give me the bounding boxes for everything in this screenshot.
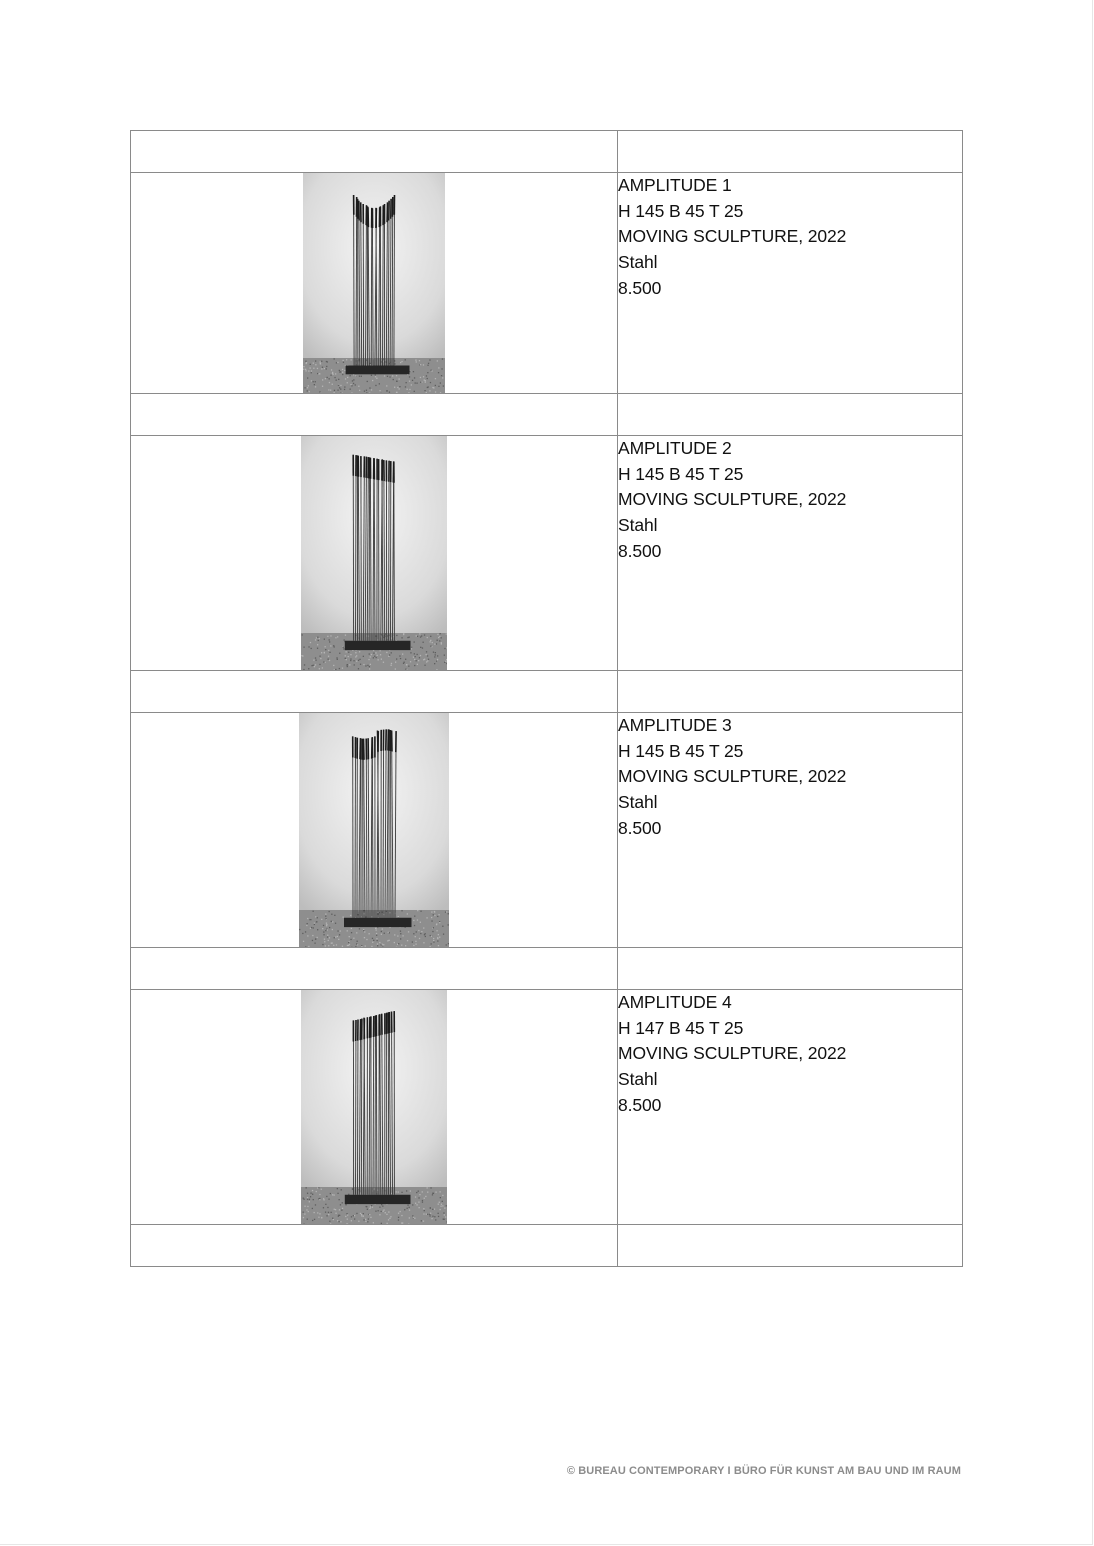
artwork-subtitle: MOVING SCULPTURE, 2022	[618, 226, 847, 247]
info-cell	[618, 173, 963, 394]
sculpture-graphic	[301, 436, 447, 670]
spacer-row	[131, 671, 963, 713]
artwork-material: Stahl	[618, 515, 658, 536]
artwork-title: AMPLITUDE 1	[618, 175, 732, 195]
artwork-material: Stahl	[618, 252, 658, 273]
image-cell	[131, 713, 618, 948]
artwork-title: AMPLITUDE 2	[618, 438, 732, 458]
artwork-table	[130, 130, 963, 1267]
artwork-subtitle: MOVING SCULPTURE, 2022	[618, 489, 847, 510]
footer-copyright: © BUREAU CONTEMPORARY I BÜRO FÜR KUNST AM BAU UND IM RAUM	[566, 1465, 961, 1477]
artwork-title: AMPLITUDE 3	[618, 715, 732, 735]
image-cell	[131, 173, 618, 394]
sculpture-graphic	[301, 990, 447, 1224]
artwork-title: AMPLITUDE 4	[618, 992, 732, 1012]
sculpture-graphic	[303, 173, 445, 393]
sculpture-graphic	[299, 713, 449, 947]
info-cell	[618, 990, 963, 1225]
artwork-subtitle: MOVING SCULPTURE, 2022	[618, 1043, 847, 1064]
artwork-price: 8.500	[618, 817, 662, 838]
artwork-row	[131, 436, 963, 671]
artwork-dimensions: H 145 B 45 T 25	[618, 200, 744, 221]
artwork-dimensions: H 147 B 45 T 25	[618, 1017, 744, 1038]
artwork-material: Stahl	[618, 792, 658, 813]
artwork-material: Stahl	[618, 1069, 658, 1090]
sculpture-photo	[301, 990, 447, 1224]
spacer-row	[131, 131, 963, 173]
artwork-price: 8.500	[618, 540, 662, 561]
spacer-row	[131, 394, 963, 436]
info-cell	[618, 436, 963, 671]
info-cell	[618, 713, 963, 948]
artwork-subtitle: MOVING SCULPTURE, 2022	[618, 766, 847, 787]
artwork-row	[131, 173, 963, 394]
spacer-row	[131, 948, 963, 990]
artwork-price: 8.500	[618, 277, 662, 298]
image-cell	[131, 990, 618, 1225]
artwork-row	[131, 990, 963, 1225]
sculpture-photo	[303, 173, 445, 393]
artwork-price: 8.500	[618, 1094, 662, 1115]
artwork-row	[131, 713, 963, 948]
artwork-dimensions: H 145 B 45 T 25	[618, 740, 744, 761]
spacer-row	[131, 1225, 963, 1267]
artwork-dimensions: H 145 B 45 T 25	[618, 463, 744, 484]
sculpture-photo	[299, 713, 449, 947]
image-cell	[131, 436, 618, 671]
sculpture-photo	[301, 436, 447, 670]
